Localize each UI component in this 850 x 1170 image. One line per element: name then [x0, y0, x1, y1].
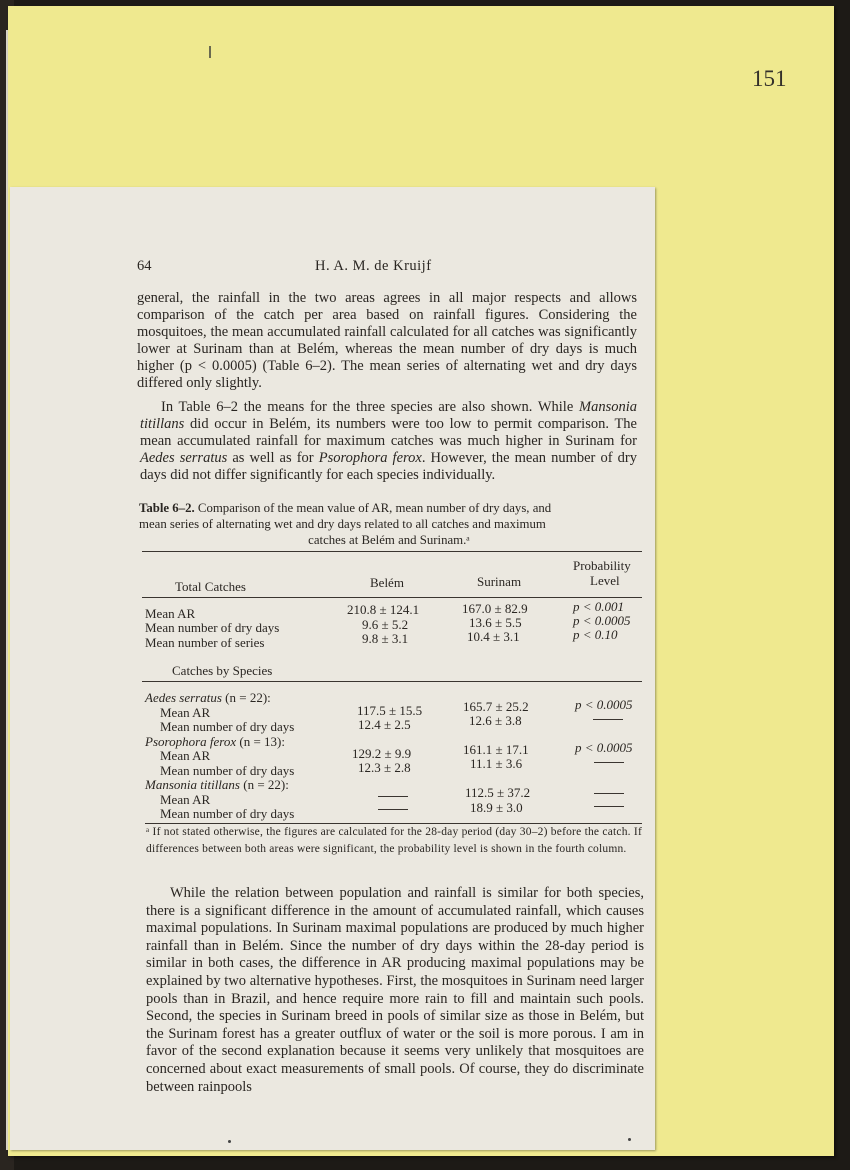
species-row-heading: Mansonia titillans (n = 22): — [145, 777, 289, 792]
ink-mark — [209, 46, 211, 58]
probability-value: p < 0.001 — [573, 599, 625, 614]
surinam-value: 167.0 ± 82.9 — [462, 601, 528, 616]
surinam-value: 161.1 ± 17.1 — [463, 742, 529, 757]
species-name: Psorophora ferox — [318, 450, 422, 466]
probability-value: p < 0.0005 — [575, 740, 633, 755]
header-rule — [142, 597, 642, 598]
speck — [628, 1138, 631, 1141]
belem-value: 9.6 ± 5.2 — [362, 617, 409, 632]
belem-value: 129.2 ± 9.9 — [352, 746, 412, 761]
table-caption: Table 6–2. Comparison of the mean value of AR, mean number of dry days, and mean series of alternating wet and dry days related to all catches and maximum catches at Belém and Surinam.ᵃ — [139, 501, 552, 547]
surinam-value: 10.4 ± 3.1 — [467, 629, 520, 644]
row-label: Mean number of dry days — [160, 719, 295, 734]
belem-value: 210.8 ± 124.1 — [347, 602, 420, 617]
belem-value: 9.8 ± 3.1 — [362, 631, 409, 646]
species-row-heading: Psorophora ferox (n = 13): — [145, 734, 285, 749]
species-section-heading: Catches by Species — [172, 663, 273, 678]
belem-value: 12.4 ± 2.5 — [358, 717, 411, 732]
belem-value: 12.3 ± 2.8 — [358, 760, 411, 775]
header-probability: Probability — [573, 558, 631, 573]
surinam-value: 18.9 ± 3.0 — [470, 800, 523, 815]
table-top-rule — [142, 551, 642, 552]
page-number: 64 — [137, 258, 152, 274]
probability-value: p < 0.0005 — [573, 613, 631, 628]
header-total-catches: Total Catches — [175, 579, 246, 594]
empty-dash — [594, 762, 624, 763]
probability-value: p < 0.10 — [573, 627, 618, 642]
surinam-value: 165.7 ± 25.2 — [463, 699, 529, 714]
header-belem: Belém — [370, 575, 404, 590]
empty-dash — [594, 806, 624, 807]
row-label: Mean AR — [145, 606, 196, 621]
empty-dash — [593, 719, 623, 720]
table-label: Table 6–2. — [139, 501, 195, 515]
species-row-heading: Aedes serratus (n = 22): — [145, 690, 271, 705]
row-label: Mean number of dry days — [145, 620, 280, 635]
surinam-value: 112.5 ± 37.2 — [465, 785, 531, 800]
row-label: Mean number of series — [145, 635, 265, 650]
author-name: H. A. M. de Kruijf — [315, 258, 432, 274]
speck — [228, 1140, 231, 1143]
paragraph-1: general, the rainfall in the two areas agrees in all major respects and allows comparison of the catch per area based on rainfall figures. Considering the mosquitoes, the mean accumulated rainfall calculated for all catches was significantly lower at Surinam than at Belém, whereas the mean number of dry days is much higher (p < 0.0005) (Table 6–2). The mean series of alternating wet and dry days differed only slightly. — [137, 290, 637, 391]
header-level: Level — [590, 573, 620, 588]
row-label: Mean AR — [160, 705, 211, 720]
surinam-value: 12.6 ± 3.8 — [469, 713, 522, 728]
paragraph-3: While the relation between population and rainfall is similar for both species, there is a significant difference in the amount of accumulated rainfall, which causes maximal populations. In Surinam maximal populations are produced by much higher rainfall than in Belém. Since the number of dry days within the 28-day period is similar in both cases, the difference in AR producing maximal populations may be explained by two alternative hypotheses. First, the mosquitoes in Surinam need larger pools than in Brazil, and hence require more rain to fill and maintain such pools. Second, the species in Surinam breed in pools of similar size as those in Belém, but the Surinam forest has a greater outflux of water or the soil is more porous. I am in favor of the second explanation because it seems very unlikely that mosquitoes are concerned about exact measurements of small pools. Of course, they do discriminate between rainpools — [146, 885, 644, 1095]
empty-dash — [378, 809, 408, 810]
header-surinam: Surinam — [477, 574, 522, 589]
belem-value: 117.5 ± 15.5 — [357, 703, 423, 718]
section-rule — [142, 681, 642, 682]
outer-page-number: 151 — [752, 66, 787, 91]
table-footnote: ᵃ If not stated otherwise, the figures are calculated for the 28-day period (day 30–2) before the catch. If differences between both areas were significant, the probability level is shown in the fourth column. — [146, 826, 642, 855]
empty-dash — [594, 793, 624, 794]
row-label: Mean number of dry days — [160, 806, 295, 821]
probability-value: p < 0.0005 — [575, 697, 633, 712]
row-label: Mean AR — [160, 792, 211, 807]
paragraph-2: In Table 6–2 the means for the three species are also shown. While Mansonia titillans did occur in Belém, its numbers were too low to permit comparison. The mean accumulated rainfall for maximum catches was much higher in Surinam for Aedes serratus as well as for Psorophora ferox. However, the mean number of dry days did not differ significantly for each species individually. — [140, 399, 637, 483]
surinam-value: 13.6 ± 5.5 — [469, 615, 522, 630]
surinam-value: 11.1 ± 3.6 — [470, 756, 523, 771]
species-name: Mansonia titillans — [140, 399, 637, 432]
row-label: Mean number of dry days — [160, 763, 295, 778]
row-label: Mean AR — [160, 748, 211, 763]
empty-dash — [378, 796, 408, 797]
species-name: Aedes serratus — [140, 450, 228, 466]
